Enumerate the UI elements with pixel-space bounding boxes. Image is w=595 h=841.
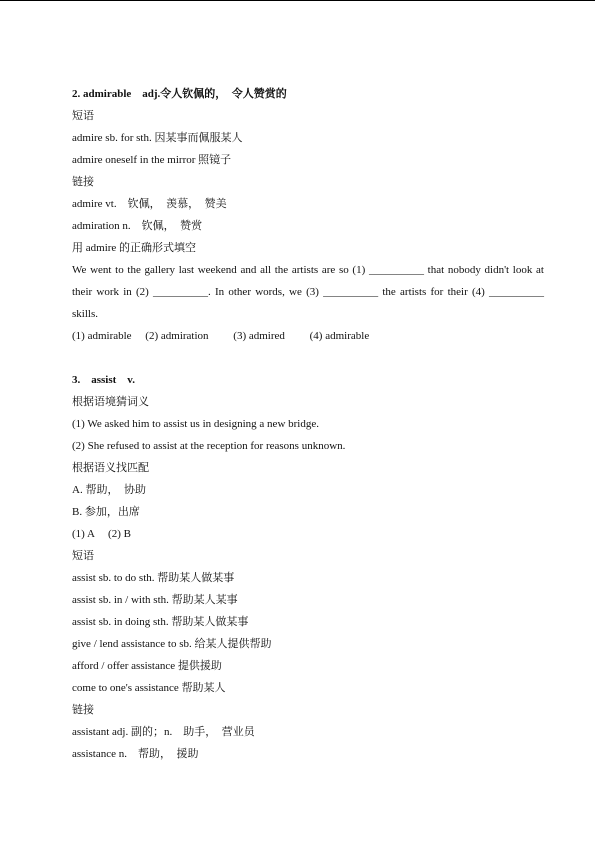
section-2-phrases-label: 短语 (72, 110, 94, 122)
section-3-phrase: come to one's assistance 帮助某人 (72, 682, 226, 694)
section-2-exercise-text: We went to the gallery last weekend and all the artists are so (1) __________ that nobody didn't look at their work in (2) __________. In other words, we (3) __________ the artists for their (4) __________ skills. (72, 264, 544, 320)
section-spacer (72, 347, 544, 369)
section-3-heading: 3. assist v. (72, 374, 135, 386)
section-2-answers: (1) admirable (2) admiration (3) admired (4) admirable (72, 330, 370, 342)
section-3-link: assistant adj. 副的；n. 助手， 营业员 (72, 726, 255, 738)
section-3-link-label: 链接 (72, 704, 94, 716)
section-2-link-label: 链接 (72, 176, 94, 188)
section-3-phrase: assist sb. to do sth. 帮助某人做某事 (72, 572, 235, 584)
document-page (72, 83, 544, 765)
section-3-answers: (1) A (2) B (72, 528, 131, 540)
section-3-option: A. 帮助， 协助 (72, 484, 146, 496)
section-3-phrase: give / lend assistance to sb. 给某人提供帮助 (72, 638, 272, 650)
section-3-match-label: 根据语义找匹配 (72, 462, 149, 474)
section-2-link: admiration n. 钦佩， 赞赏 (72, 220, 203, 232)
section-2-phrase: admire oneself in the mirror 照镜子 (72, 154, 232, 166)
section-3-option: B. 参加，出席 (72, 506, 140, 518)
section-3-phrase: assist sb. in doing sth. 帮助某人做某事 (72, 616, 249, 628)
section-2-exercise-label: 用 admire 的正确形式填空 (72, 242, 197, 254)
section-3-guess-label: 根据语境猜词义 (72, 396, 149, 408)
section-3-link: assistance n. 帮助， 援助 (72, 748, 199, 760)
page-top-border (0, 0, 595, 1)
section-3-example: (1) We asked him to assist us in designing a new bridge. (72, 418, 319, 430)
section-3-phrase: afford / offer assistance 提供援助 (72, 660, 222, 672)
section-3-phrases-label: 短语 (72, 550, 94, 562)
section-2-phrase: admire sb. for sth. 因某事而佩服某人 (72, 132, 243, 144)
section-2-heading: 2. admirable adj.令人钦佩的， 令人赞赏的 (72, 88, 287, 100)
section-2-link: admire vt. 钦佩， 羡慕， 赞美 (72, 198, 227, 210)
section-3-example: (2) She refused to assist at the reception for reasons unknown. (72, 440, 346, 452)
section-3-phrase: assist sb. in / with sth. 帮助某人某事 (72, 594, 238, 606)
